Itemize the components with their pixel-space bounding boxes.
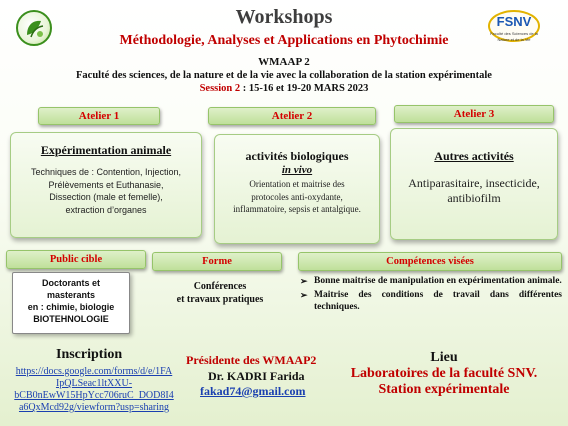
presidente-title: Présidente des WMAAP2	[186, 353, 317, 367]
atelier-2-line: Orientation et maitrise des	[249, 179, 345, 189]
inscription-link-line[interactable]: IpQLSeac1ltXXU-	[55, 378, 133, 389]
atelier-2-title: activités biologiques	[245, 149, 349, 163]
public-cible-box	[12, 272, 130, 334]
atelier-1-body	[11, 166, 201, 216]
tab-public-cible: Public cible	[6, 250, 146, 269]
atelier-2-body	[215, 178, 379, 216]
atelier-3-line: antibiofilm	[447, 191, 501, 205]
competence-item: ➢ Bonne maitrise de manipulation en expérimentation animale.	[300, 276, 562, 286]
atelier-1-title: Expérimentation animale	[40, 143, 172, 157]
forme-line: Conférences	[193, 281, 247, 292]
page-subtitle: Méthodologie, Analyses et Applications en Phytochimie	[119, 33, 449, 48]
lieu-line: Laboratoires de la faculté SNV.	[350, 366, 538, 381]
atelier-1-line: extraction d’organes	[65, 204, 147, 215]
public-cible-line: en : chimie, biologie	[27, 302, 115, 312]
presidente-email-link[interactable]: fakad74@gmail.com	[200, 384, 306, 398]
arrow-bullet-icon: ➢	[300, 276, 308, 286]
atelier-1-line: Techniques de : Contention, Injection,	[30, 167, 182, 177]
presidente-name: Dr. KADRI Farida	[208, 369, 305, 383]
atelier-2-line: inflammatoire, sepsis et antalgique.	[233, 204, 361, 214]
atelier-2-line: protocoles anti-oxydante,	[251, 191, 343, 202]
public-cible-line: masterants	[46, 290, 96, 300]
atelier-3-card	[390, 128, 558, 240]
atelier-2-subtitle: in vivo	[281, 164, 313, 176]
arrow-bullet-icon: ➢	[300, 290, 308, 300]
tab-atelier-3: Atelier 3	[394, 105, 554, 123]
session-line	[0, 83, 568, 94]
session-label: Session 2	[199, 83, 241, 94]
event-code: WMAAP 2	[258, 56, 310, 68]
lieu-title: Lieu	[430, 350, 458, 365]
page-title: Workshops	[235, 6, 333, 28]
public-cible-line: Doctorants et	[41, 278, 100, 288]
competence-item: ➢ Maitrise des conditions de travail dans différentes techniques.	[300, 290, 562, 312]
lieu-line: Station expérimentale	[378, 382, 510, 397]
atelier-3-line: Antiparasitaire, insecticide,	[408, 176, 540, 190]
organizers-line: Faculté des sciences, de la nature et de la vie avec la collaboration de la station expérimentale	[76, 70, 492, 81]
forme-text	[150, 280, 290, 306]
atelier-2-card	[214, 134, 380, 244]
atelier-1-line: Prélèvements et Euthanasie,	[48, 179, 164, 190]
inscription-title: Inscription	[56, 347, 123, 362]
competences-list	[300, 275, 562, 315]
atelier-3-title: Autres activités	[434, 149, 514, 163]
tab-atelier-1: Atelier 1	[38, 107, 160, 125]
inscription-link[interactable]	[4, 366, 184, 414]
atelier-1-line: Dissection (male et femelle),	[49, 192, 163, 202]
atelier-3-body	[391, 176, 557, 206]
tab-atelier-2: Atelier 2	[208, 107, 376, 125]
session-dates: : 15-16 et 19-20 MARS 2023	[240, 83, 369, 94]
public-cible-text	[13, 277, 129, 325]
forme-line: et travaux pratiques	[176, 294, 264, 305]
tab-forme: Forme	[152, 252, 282, 271]
lieu-section	[330, 350, 558, 398]
tab-competences: Compétences visées	[298, 252, 562, 271]
inscription-link-line[interactable]: https://docs.google.com/forms/d/e/1FA	[15, 366, 173, 377]
inscription-link-line[interactable]: bCB0nEwW15HpYcc706ruC_DOD8I4	[14, 390, 174, 401]
atelier-1-card	[10, 132, 202, 238]
fsnv-logo: FSNV Faculté des Sciences de la Nature et de la Vie	[488, 10, 540, 42]
inscription-link-line[interactable]: a6QxMcd92g/viewform?usp=sharing	[18, 402, 170, 413]
public-cible-line: BIOTEHNOLOGIE	[33, 314, 109, 324]
